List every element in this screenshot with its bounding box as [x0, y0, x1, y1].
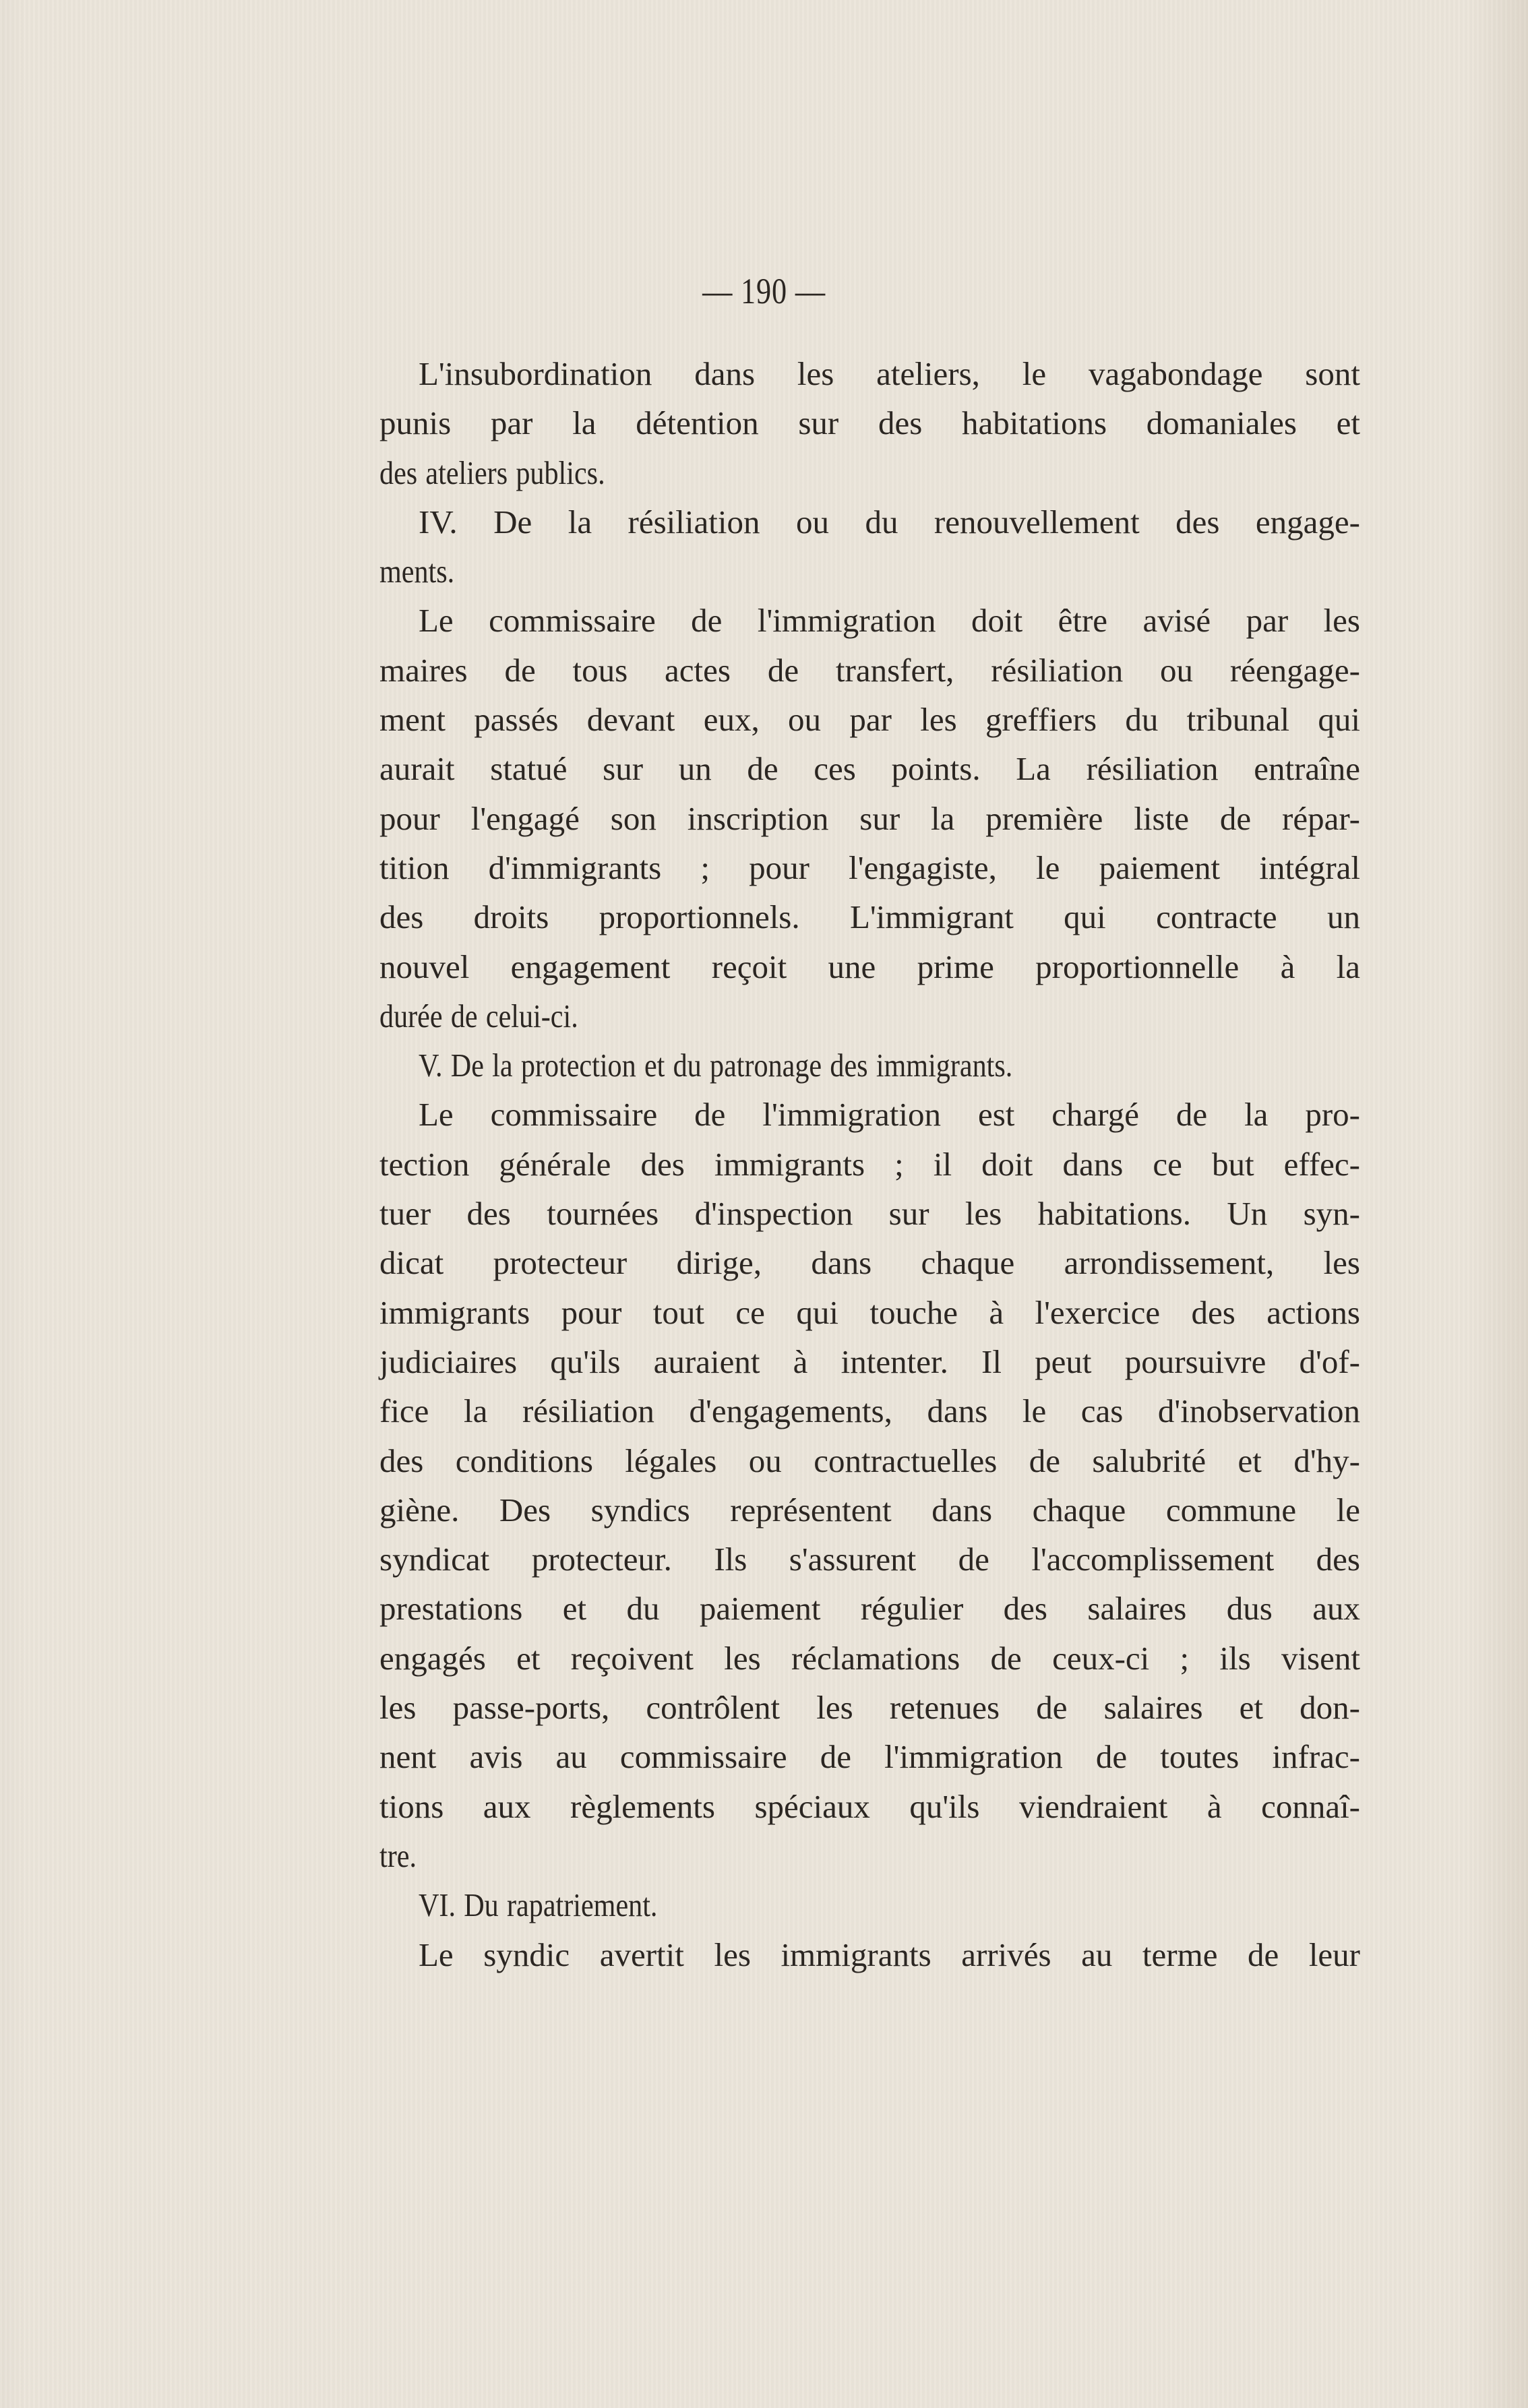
- text-line: [379, 1782, 1360, 1831]
- text-line-content: dicat protecteur dirige, dans chaque arrondissement, les: [379, 1244, 1360, 1282]
- text-line-content: engagés et reçoivent les réclamations de ceux-ci ; ils visent: [379, 1639, 1360, 1677]
- text-line-content: fice la résiliation d'engagements, dans le cas d'inobservation: [379, 1392, 1360, 1430]
- text-line-content: maires de tous actes de transfert, résiliation ou réengage-: [379, 651, 1360, 689]
- text-line: [379, 1337, 1360, 1386]
- text-line: [379, 1386, 1360, 1435]
- text-line: [379, 1436, 1360, 1485]
- text-line-content: Le syndic avertit les immigrants arrivés au terme de leur: [419, 1936, 1360, 1973]
- text-line-content: nouvel engagement reçoit une prime proportionnelle à la: [379, 948, 1360, 985]
- text-line-content: des ateliers publics.: [379, 454, 605, 491]
- text-line: [379, 1732, 1360, 1781]
- text-line-content: nent avis au commissaire de l'immigration de toutes infrac-: [379, 1738, 1360, 1776]
- text-line: [379, 1238, 1360, 1287]
- text-line-content: ment passés devant eux, ou par les greffiers du tribunal qui: [379, 701, 1360, 739]
- text-line: [379, 1634, 1360, 1683]
- text-line: [379, 1189, 1360, 1238]
- text-line: [379, 1683, 1360, 1732]
- text-line-content: ments.: [379, 553, 455, 590]
- body-text: [379, 349, 1360, 1979]
- text-line-content: pour l'engagé son inscription sur la première liste de répar-: [379, 799, 1360, 837]
- text-line: [379, 646, 1360, 695]
- text-line: [379, 448, 1360, 497]
- text-line: [379, 744, 1360, 793]
- text-line-content: des droits proportionnels. L'immigrant qui contracte un: [379, 898, 1360, 936]
- text-line: [379, 1584, 1360, 1633]
- text-line-content: punis par la détention sur des habitations domaniales et: [379, 404, 1360, 442]
- text-line-content: L'insubordination dans les ateliers, le vagabondage sont: [419, 355, 1360, 392]
- text-line-content: judiciaires qu'ils auraient à intenter. Il peut poursuivre d'of-: [379, 1342, 1360, 1380]
- text-line: [379, 1090, 1360, 1139]
- text-line: [379, 794, 1360, 843]
- text-line-content: V. De la protection et du patronage des immigrants.: [419, 1047, 1013, 1084]
- text-line: [379, 1930, 1360, 1979]
- text-line: [379, 1288, 1360, 1337]
- section-heading-line: [379, 497, 1360, 547]
- text-line-content: Le commissaire de l'immigration est chargé de la pro-: [419, 1096, 1360, 1134]
- text-line: [379, 1831, 1360, 1880]
- text-line-content: Le commissaire de l'immigration doit être avisé par les: [419, 602, 1360, 640]
- text-line-content: giène. Des syndics représentent dans chaque commune le: [379, 1491, 1360, 1529]
- text-line: [379, 596, 1360, 645]
- text-line: [379, 1535, 1360, 1584]
- text-line-content: prestations et du paiement régulier des salaires dus aux: [379, 1590, 1360, 1628]
- text-line: [379, 942, 1360, 991]
- section-heading-line: [379, 1880, 1360, 1930]
- text-line-content: VI. Du rapatriement.: [419, 1886, 658, 1924]
- text-line-content: les passe-ports, contrôlent les retenues de salaires et don-: [379, 1689, 1360, 1727]
- text-line: [379, 991, 1360, 1041]
- text-line: [379, 892, 1360, 941]
- text-line-content: immigrants pour tout ce qui touche à l'exercice des actions: [379, 1293, 1360, 1331]
- page-number-text: — 190 —: [702, 271, 826, 311]
- text-line-content: IV. De la résiliation ou du renouvellement des engage-: [419, 503, 1360, 541]
- text-line: [379, 398, 1360, 447]
- text-line: [379, 547, 1360, 596]
- text-line: [379, 1140, 1360, 1189]
- text-line-content: tre.: [379, 1836, 417, 1874]
- text-line: [379, 695, 1360, 744]
- section-heading-line: [379, 1041, 1360, 1090]
- text-line-content: syndicat protecteur. Ils s'assurent de l'accomplissement des: [379, 1541, 1360, 1578]
- page-number: [0, 271, 1528, 311]
- text-line-content: tions aux règlements spéciaux qu'ils viendraient à connaî-: [379, 1787, 1360, 1825]
- text-line-content: tition d'immigrants ; pour l'engagiste, le paiement intégral: [379, 848, 1360, 886]
- text-line: [379, 843, 1360, 892]
- text-line-content: durée de celui-ci.: [379, 997, 578, 1035]
- text-line-content: aurait statué sur un de ces points. La résiliation entraîne: [379, 750, 1360, 788]
- text-line-content: tection générale des immigrants ; il doit dans ce but effec-: [379, 1145, 1360, 1183]
- text-line-content: des conditions légales ou contractuelles de salubrité et d'hy-: [379, 1442, 1360, 1479]
- text-line: [379, 349, 1360, 398]
- text-line: [379, 1485, 1360, 1535]
- text-line-content: tuer des tournées d'inspection sur les habitations. Un syn-: [379, 1195, 1360, 1233]
